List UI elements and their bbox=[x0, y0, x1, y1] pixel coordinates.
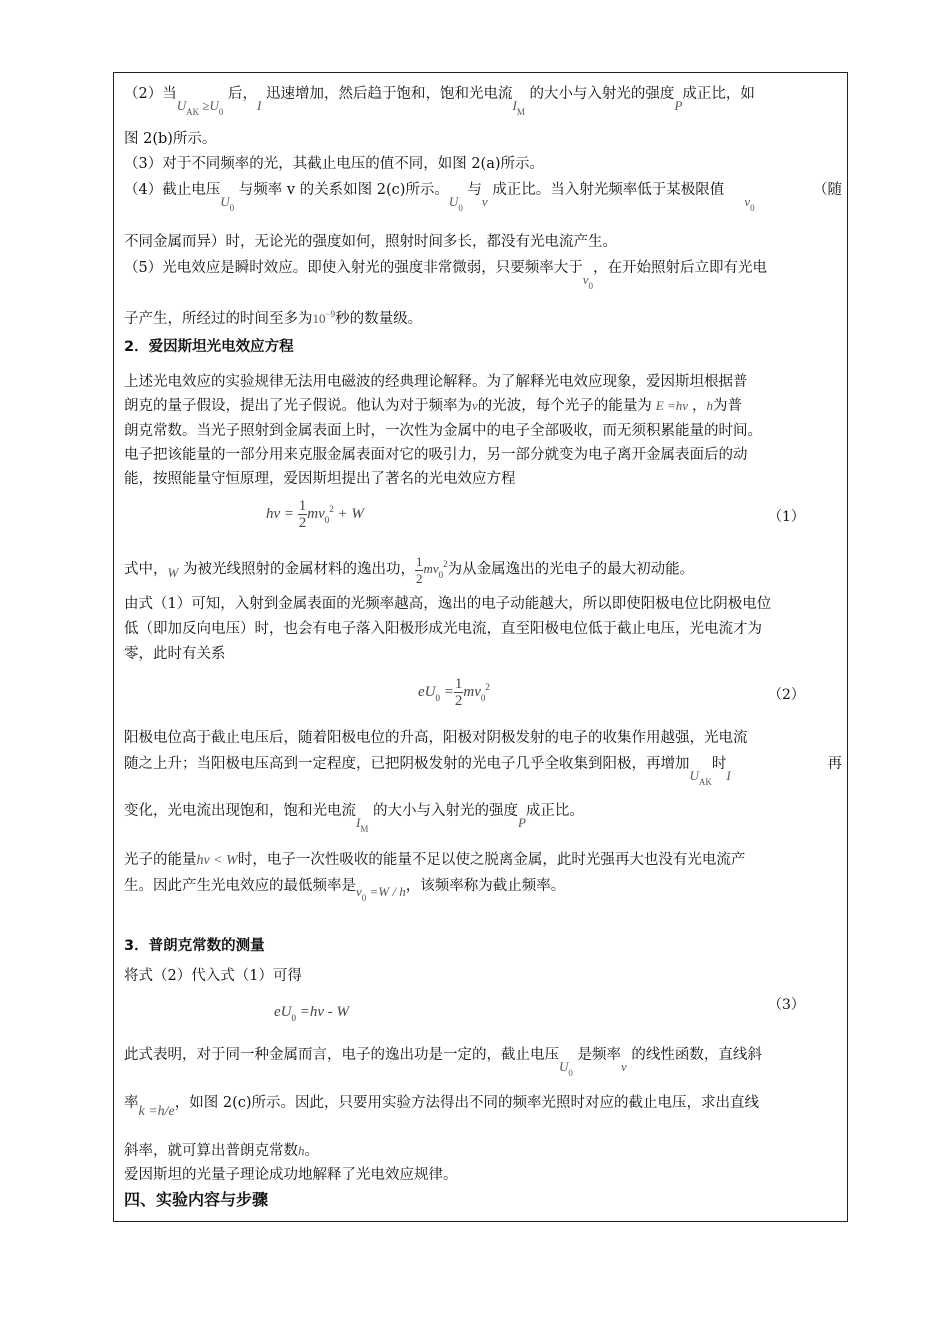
math-im: $I_M$ bbox=[512, 98, 525, 117]
paragraph-line bbox=[124, 1141, 842, 1161]
text: 斜率，就可算出普朗克常数 bbox=[124, 1143, 298, 1159]
section-heading: 3．普朗克常数的测量 bbox=[124, 938, 265, 954]
paragraph-line: 能，按照能量守恒原理，爱因斯坦提出了著名的光电效应方程 bbox=[124, 471, 516, 487]
text: 成正比。 bbox=[525, 803, 584, 819]
math-kinetic: $\frac{1}{2}$ $mv_0^2$ bbox=[415, 554, 448, 586]
paragraph-line bbox=[124, 1045, 842, 1083]
text: 成正比。当入射光频率低于某极限值 bbox=[492, 182, 725, 198]
section-heading: 2．爱因斯坦光电效应方程 bbox=[124, 339, 294, 355]
text: 式中， bbox=[124, 561, 168, 578]
math-w: W bbox=[167, 565, 179, 581]
text: 是频率 bbox=[577, 1047, 621, 1063]
math-i: I bbox=[726, 768, 731, 783]
text: 朗克的量子假设，提出了光子假说。他认为对于频率为 bbox=[124, 398, 472, 414]
equation-number: （2） bbox=[768, 687, 805, 703]
text: （随 bbox=[813, 182, 842, 198]
paragraph-line: （3）对于不同频率的光，其截止电压的值不同，如图 2(a)所示。 bbox=[124, 156, 545, 172]
math-im: $I_M$ bbox=[356, 815, 369, 834]
text: 迅速增加，然后趋于饱和，饱和光电流 bbox=[265, 86, 513, 102]
math-h: h bbox=[706, 398, 714, 413]
equation-3: $eU_0 =h\nu - W$ bbox=[274, 1004, 350, 1023]
math-uak: $U_{AK}$ bbox=[689, 768, 712, 787]
paragraph-line bbox=[124, 850, 842, 871]
math-h: h bbox=[298, 1143, 305, 1158]
section-heading: 四、实验内容与步骤 bbox=[124, 1190, 269, 1209]
text: 的线性函数，直线斜 bbox=[631, 1047, 762, 1063]
paragraph-line bbox=[124, 801, 842, 839]
text: 光子的能量 bbox=[124, 852, 197, 868]
text: ，该频率称为截止频率。 bbox=[405, 878, 566, 894]
math-nu: ν bbox=[621, 1059, 627, 1074]
text: 为普 bbox=[713, 398, 743, 414]
text: 变化，光电流出现饱和，饱和光电流 bbox=[124, 803, 356, 819]
text: ，如图 2(c)所示。因此，只要用实验方法得出不同的频率光照时对应的截止电压，求出直线 bbox=[174, 1095, 760, 1111]
paragraph-line bbox=[124, 396, 842, 416]
text: 的大小与入射光的强度 bbox=[372, 803, 518, 819]
text: 与频率 v 的关系如图 2(c)所示。 bbox=[238, 182, 449, 198]
math-nu: ν bbox=[481, 194, 488, 209]
text: 。 bbox=[304, 1143, 319, 1159]
text: 秒的数量级。 bbox=[335, 311, 423, 327]
math-u0: $U_0$ bbox=[559, 1059, 573, 1078]
text: 率 bbox=[124, 1095, 139, 1111]
paragraph-line bbox=[124, 1093, 842, 1122]
text: 生。因此产生光电效应的最低频率是 bbox=[124, 878, 356, 894]
text: 成正比，如 bbox=[682, 86, 755, 102]
paragraph-line: 低（即加反向电压）时，也会有电子落入阳极形成光电流，直至阳极电位低于截止电压，光电流才为 bbox=[124, 621, 762, 637]
math-u0: $U_0$ bbox=[220, 194, 235, 213]
text: （5）光电效应是瞬时效应。即使入射光的强度非常微弱，只要频率大于 bbox=[124, 260, 583, 276]
paragraph-line: 电子把该能量的一部分用来克服金属表面对它的吸引力，另一部分就变为电子离开金属表面后的动 bbox=[124, 447, 748, 463]
text: ，在开始照射后立即有光电 bbox=[593, 260, 768, 276]
text: 时 bbox=[711, 756, 727, 772]
text: （2）当 bbox=[124, 86, 177, 102]
text: 随之上升；当阳极电压高到一定程度，已把阴极发射的光电子几乎全收集到阳极，再增加 bbox=[124, 756, 690, 772]
paragraph-line bbox=[124, 554, 842, 587]
text: 后， bbox=[228, 86, 258, 102]
text: 的光波，每个光子的能量为 bbox=[477, 398, 652, 414]
equation-1: hν = $\frac{1}{2}$ $mv_0^2 + W$ bbox=[266, 498, 364, 531]
math-nu: ν bbox=[472, 398, 478, 413]
math-p: P bbox=[674, 98, 683, 113]
math-i: I bbox=[257, 98, 262, 113]
math-slope: k =h/e bbox=[138, 1104, 175, 1119]
text: 再 bbox=[827, 756, 842, 772]
paragraph-line: 朗克常数。当光子照射到金属表面上时，一次性为金属中的电子全部吸收，而无须积累能量的时间。 bbox=[124, 423, 762, 439]
text: （4）截止电压 bbox=[124, 182, 221, 198]
math-nu0: $v_0$ bbox=[744, 194, 755, 213]
text: ， bbox=[692, 398, 707, 414]
paragraph-line: 不同金属而异）时，无论光的强度如何，照射时间多长，都没有光电流产生。 bbox=[124, 234, 617, 250]
paragraph-line bbox=[124, 84, 842, 122]
paragraph-line: 将式（2）代入式（1）可得 bbox=[124, 968, 302, 984]
paragraph-line: 图 2(b)所示。 bbox=[124, 131, 217, 147]
paragraph-line: 上述光电效应的实验规律无法用电磁波的经典理论解释。为了解释光电效应现象，爱因斯坦根据普 bbox=[124, 374, 748, 390]
math-inequality: hν < W bbox=[196, 853, 238, 868]
math-energy: E =hν bbox=[655, 398, 689, 413]
paragraph-line: 爱因斯坦的光量子理论成功地解释了光电效应规律。 bbox=[124, 1167, 458, 1183]
paragraph-line: 由式（1）可知，入射到金属表面的光频率越高，逸出的电子动能越大，所以即使阳极电位比阴极电位 bbox=[124, 596, 772, 612]
paragraph-line bbox=[124, 754, 842, 792]
math-nu0: $v_0$ bbox=[582, 272, 594, 291]
text: 的大小与入射光的强度 bbox=[529, 86, 675, 102]
math-uak: $U_{AK} \ge U_0$ bbox=[176, 98, 224, 117]
text: 为被光线照射的金属材料的逸出功， bbox=[182, 561, 415, 578]
equation-number: （1） bbox=[768, 509, 805, 525]
paragraph-line bbox=[124, 258, 842, 296]
text: 为从金属逸出的光电子的最大初动能。 bbox=[447, 561, 695, 578]
text: 时，电子一次性吸收的能量不足以使之脱离金属，此时光强再大也没有光电流产 bbox=[237, 852, 746, 868]
paragraph-line: 零，此时有关系 bbox=[124, 646, 226, 662]
text: 与 bbox=[467, 182, 482, 198]
math-time: $10^{-9}$ bbox=[312, 309, 336, 326]
math-cutoff: $v_0 =W / h$ bbox=[356, 884, 406, 903]
math-u0: $U_0$ bbox=[448, 194, 463, 213]
paragraph-line bbox=[124, 180, 842, 218]
paragraph-line bbox=[124, 304, 842, 329]
paragraph-line: 阳极电位高于截止电压后，随着阳极电位的升高，阳极对阴极发射的电子的收集作用越强，光电流 bbox=[124, 730, 748, 746]
equation-number: （3） bbox=[768, 997, 805, 1013]
text: 此式表明，对于同一种金属而言，电子的逸出功是一定的，截止电压 bbox=[124, 1047, 559, 1063]
math-p: P bbox=[517, 815, 526, 830]
text: 子产生，所经过的时间至多为 bbox=[124, 311, 313, 327]
equation-2: $eU_0$ = $\frac{1}{2}$ $mv_0^2$ bbox=[418, 676, 490, 709]
paragraph-line bbox=[124, 876, 842, 908]
